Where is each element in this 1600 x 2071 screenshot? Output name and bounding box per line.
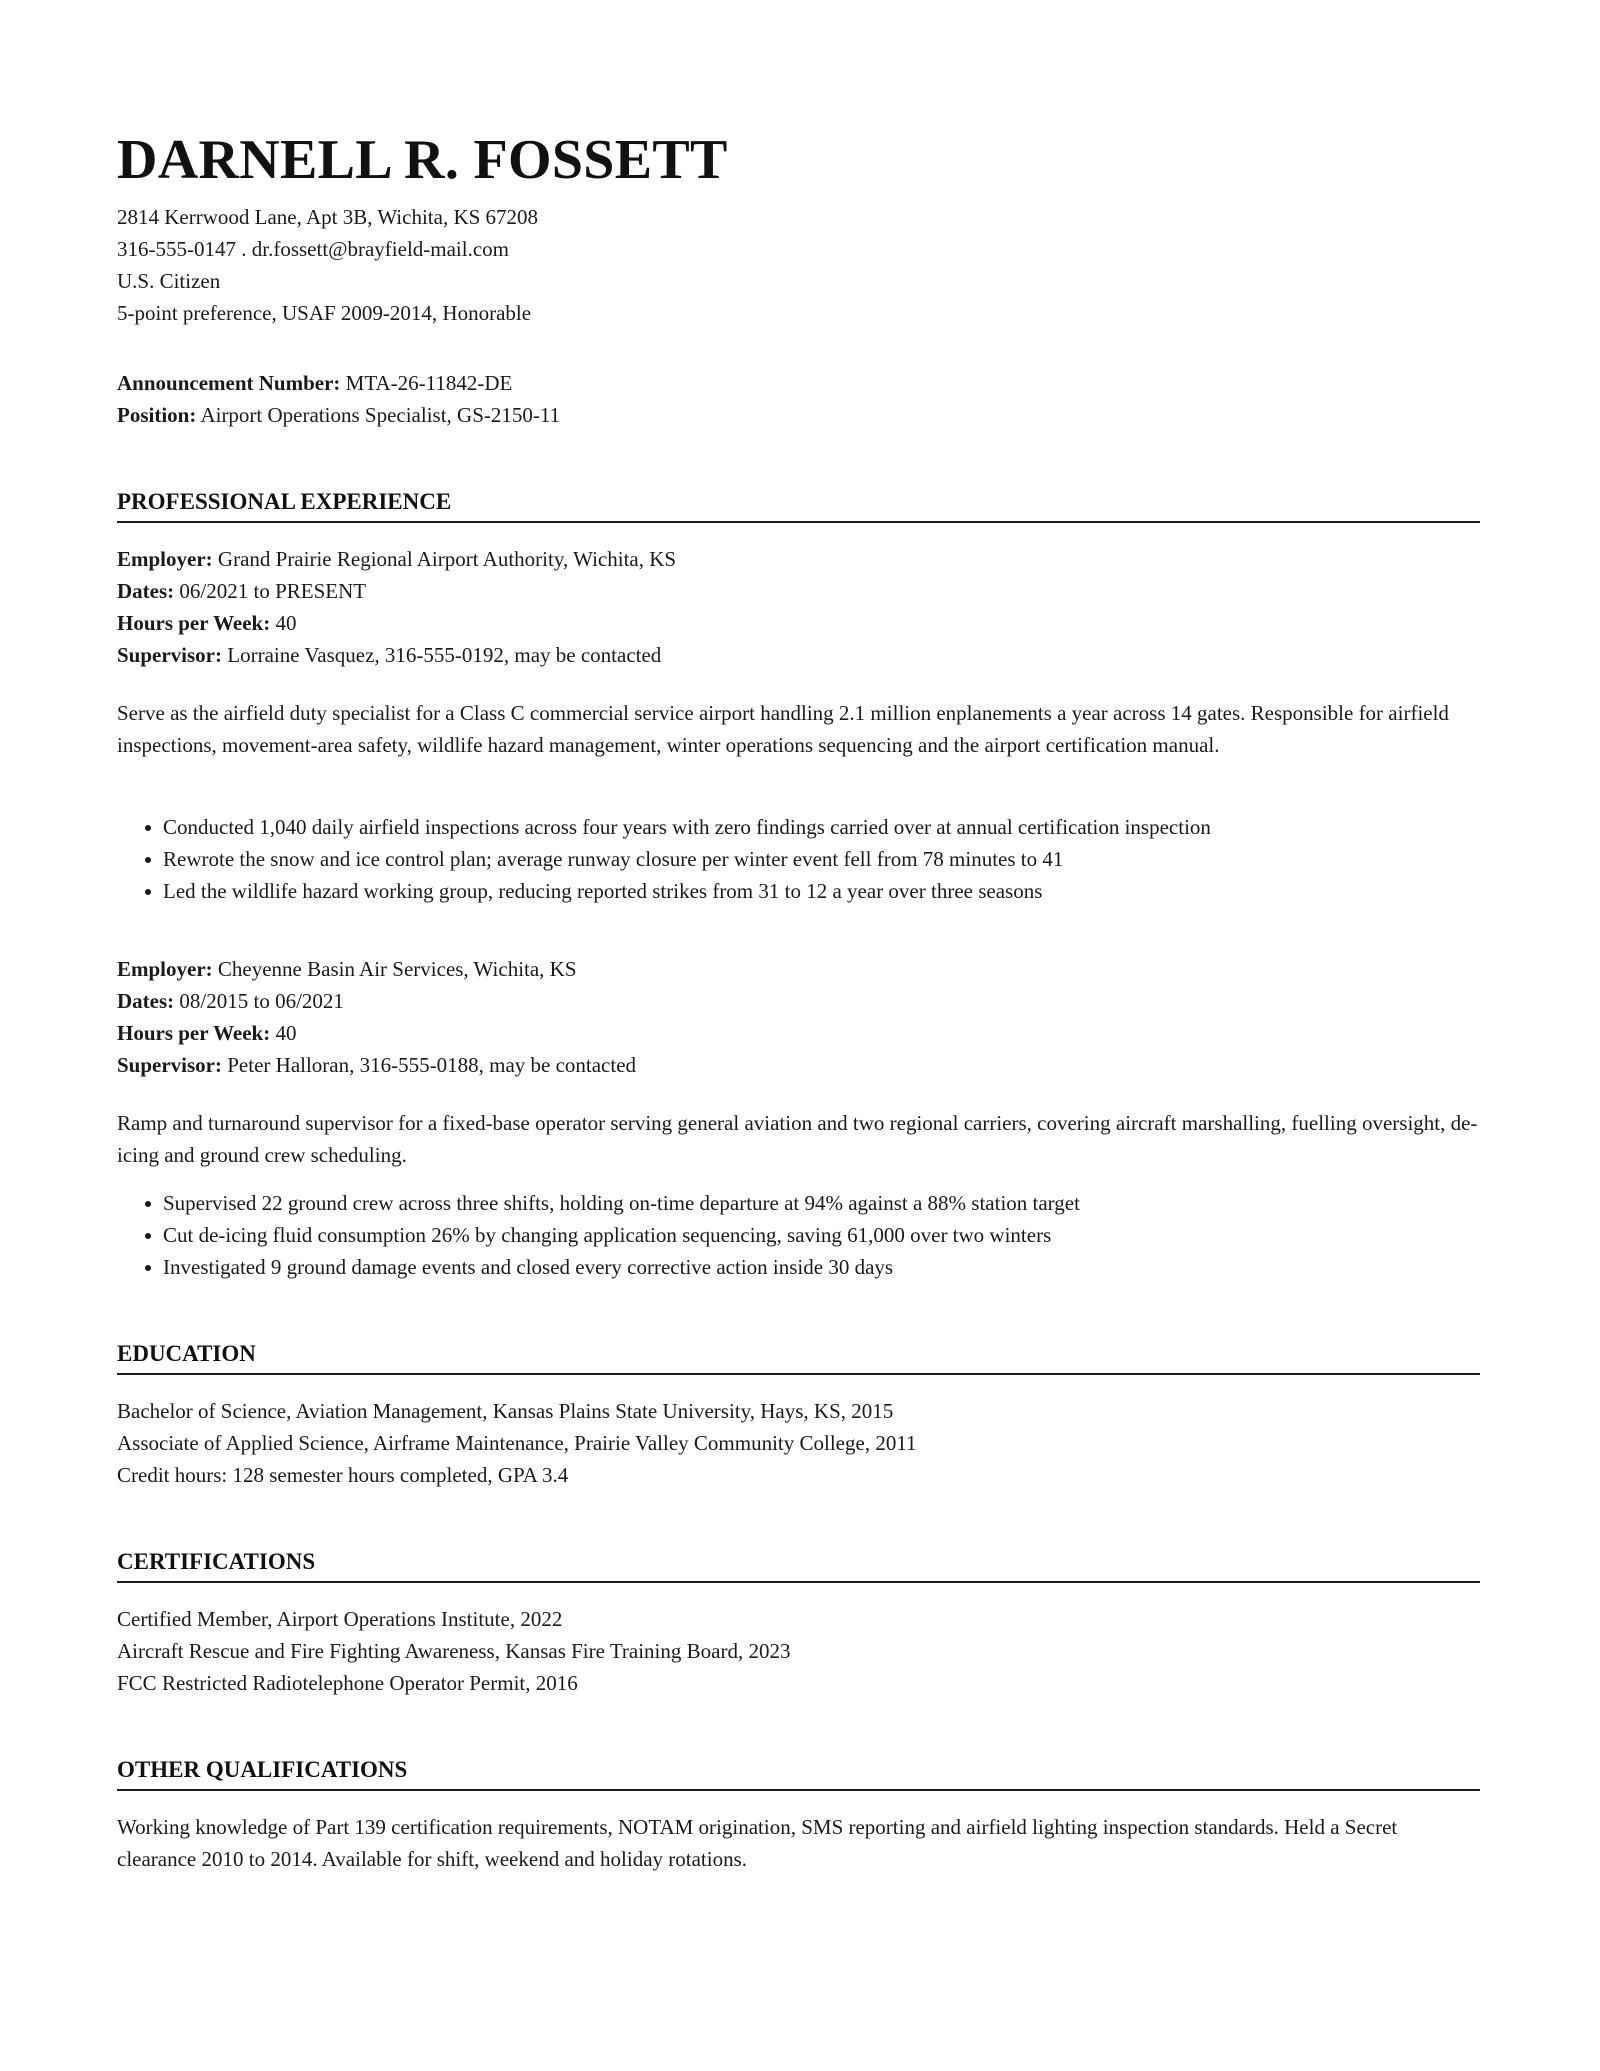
- education-item: Associate of Applied Science, Airframe Maintenance, Prairie Valley Community College, 2011: [117, 1431, 917, 1455]
- job-accomplishments: [117, 1187, 1480, 1283]
- phone-email: 316-555-0147 . dr.fossett@brayfield-mail.com: [117, 237, 510, 261]
- announcement-number-value: MTA-26-11842-DE: [345, 371, 513, 395]
- job-entry: [117, 953, 1480, 1283]
- list-item: Supervised 22 ground crew across three shifts, holding on-time departure at 94% against a 88% station target: [163, 1187, 1480, 1219]
- address: 2814 Kerrwood Lane, Apt 3B, Wichita, KS 67208: [117, 205, 539, 229]
- experience-section: [117, 487, 1480, 1283]
- certification-item: Certified Member, Airport Operations Institute, 2022: [117, 1607, 563, 1631]
- list-item: Investigated 9 ground damage events and closed every corrective action inside 30 days: [163, 1251, 1480, 1283]
- announcement-number: [117, 367, 1480, 399]
- other-qualifications-text: Working knowledge of Part 139 certification requirements, NOTAM origination, SMS reporting and airfield lighting inspection standards. Held a Secret clearance 2010 to 2014. Available for shift, weekend and holiday rotations.: [117, 1815, 1398, 1871]
- supervisor-label: Supervisor:: [117, 1053, 222, 1077]
- employer-label: Employer:: [117, 957, 213, 981]
- job-employer: [117, 953, 1480, 985]
- hours-value: 40: [275, 1021, 297, 1045]
- hours-label: Hours per Week:: [117, 611, 271, 635]
- list-item: Conducted 1,040 daily airfield inspections across four years with zero findings carried over at annual certification inspection: [163, 811, 1480, 843]
- certification-item: FCC Restricted Radiotelephone Operator Permit, 2016: [117, 1671, 578, 1695]
- resume-page: [117, 125, 1480, 1875]
- section-title-certifications: CERTIFICATIONS: [117, 1547, 1480, 1583]
- dates-value: 06/2021 to PRESENT: [179, 579, 367, 603]
- employer-label: Employer:: [117, 547, 213, 571]
- supervisor-label: Supervisor:: [117, 643, 222, 667]
- veteran-preference: 5-point preference, USAF 2009-2014, Honorable: [117, 301, 532, 325]
- job-employer: [117, 543, 1480, 575]
- hours-value: 40: [275, 611, 297, 635]
- job-supervisor: [117, 639, 1480, 671]
- supervisor-value: Peter Halloran, 316-555-0188, may be contacted: [227, 1053, 637, 1077]
- job-summary: Ramp and turnaround supervisor for a fixed-base operator serving general aviation and two regional carriers, covering aircraft marshalling, fuelling oversight, de-icing and ground crew scheduling.: [117, 1111, 1478, 1167]
- list-item: Led the wildlife hazard working group, reducing reported strikes from 31 to 12 a year over three seasons: [163, 875, 1480, 907]
- job-hours: [117, 607, 1480, 639]
- job-hours: [117, 1017, 1480, 1049]
- job-supervisor: [117, 1049, 1480, 1081]
- position: [117, 399, 1480, 431]
- certification-item: Aircraft Rescue and Fire Fighting Awareness, Kansas Fire Training Board, 2023: [117, 1639, 791, 1663]
- employer-value: Cheyenne Basin Air Services, Wichita, KS: [217, 957, 577, 981]
- employer-value: Grand Prairie Regional Airport Authority, Wichita, KS: [217, 547, 677, 571]
- announcement-number-label: Announcement Number:: [117, 371, 341, 395]
- job-dates: [117, 575, 1480, 607]
- section-title-education: EDUCATION: [117, 1339, 1480, 1375]
- position-label: Position:: [117, 403, 197, 427]
- section-title-other-qualifications: OTHER QUALIFICATIONS: [117, 1755, 1480, 1791]
- education-item: Credit hours: 128 semester hours completed, GPA 3.4: [117, 1463, 569, 1487]
- position-value: Airport Operations Specialist, GS-2150-11: [200, 403, 561, 427]
- announcement-block: [117, 367, 1480, 431]
- dates-label: Dates:: [117, 989, 175, 1013]
- hours-label: Hours per Week:: [117, 1021, 271, 1045]
- dates-label: Dates:: [117, 579, 175, 603]
- job-accomplishments: [117, 811, 1480, 907]
- citizenship: U.S. Citizen: [117, 269, 221, 293]
- other-qualifications-section: [117, 1755, 1480, 1875]
- dates-value: 08/2015 to 06/2021: [179, 989, 344, 1013]
- supervisor-value: Lorraine Vasquez, 316-555-0192, may be contacted: [227, 643, 662, 667]
- applicant-name: DARNELL R. FOSSETT: [117, 129, 728, 191]
- contact-block: [117, 201, 1480, 329]
- section-title-experience: PROFESSIONAL EXPERIENCE: [117, 487, 1480, 523]
- certifications-section: [117, 1547, 1480, 1699]
- list-item: Rewrote the snow and ice control plan; average runway closure per winter event fell from 78 minutes to 41: [163, 843, 1480, 875]
- job-entry: [117, 543, 1480, 907]
- education-item: Bachelor of Science, Aviation Management, Kansas Plains State University, Hays, KS, 2015: [117, 1399, 894, 1423]
- job-dates: [117, 985, 1480, 1017]
- job-summary: Serve as the airfield duty specialist for a Class C commercial service airport handling 2.1 million enplanements a year across 14 gates. Responsible for airfield inspections, movement-area safety, wildlife hazard management, winter operations sequencing and the airport certification manual.: [117, 701, 1449, 757]
- education-section: [117, 1339, 1480, 1491]
- list-item: Cut de-icing fluid consumption 26% by changing application sequencing, saving 61,000 over two winters: [163, 1219, 1480, 1251]
